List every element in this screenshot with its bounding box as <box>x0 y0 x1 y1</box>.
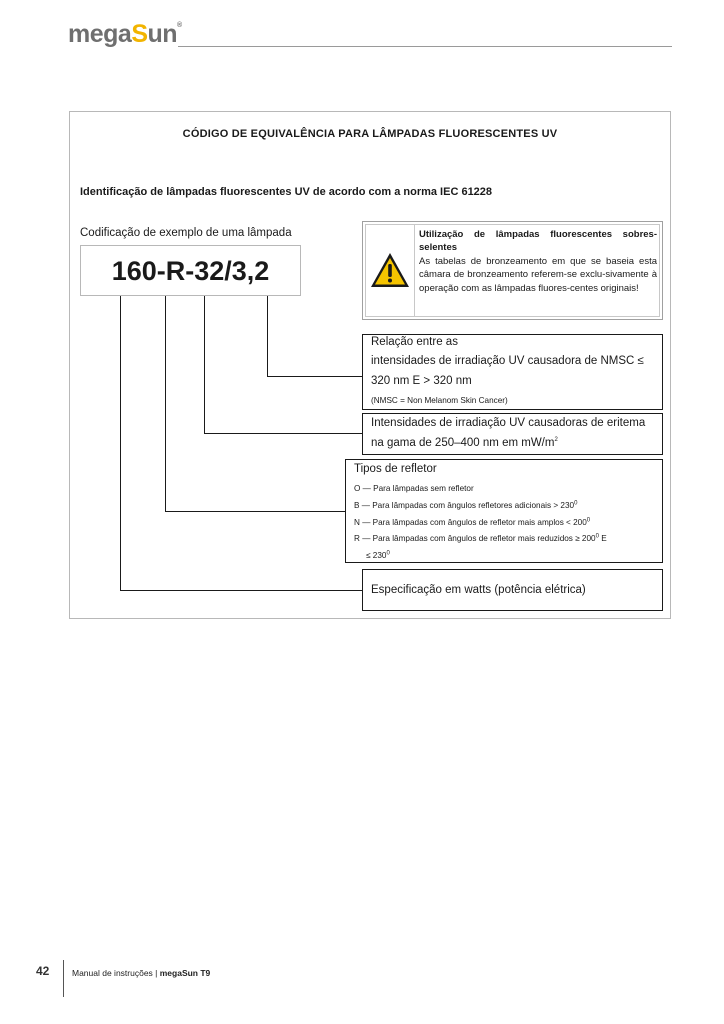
connector-32-vertical <box>267 296 268 377</box>
footer-product: megaSun T9 <box>159 968 211 978</box>
footer-manual: Manual de instruções | <box>72 968 160 978</box>
warning-box <box>362 221 663 320</box>
reflector-n-wrap <box>354 518 590 527</box>
reflector-r-cont-wrap <box>366 551 390 560</box>
ratio-line2: intensidades de irradiação UV causadora de NMSC ≤ <box>371 355 644 367</box>
watts-text: Especificação em watts (potência elétrica) <box>371 584 586 596</box>
warning-inner <box>365 224 660 317</box>
example-code-box: 160-R-32/3,2 <box>80 245 301 296</box>
connector-160-vertical <box>120 296 121 591</box>
ratio-note: (NMSC = Non Melanom Skin Cancer) <box>371 396 508 405</box>
page-title: CÓDIGO DE EQUIVALÊNCIA PARA LÂMPADAS FLUORESCENTES UV <box>182 128 558 140</box>
connector-3-2-horizontal <box>204 433 363 434</box>
connector-160-horizontal <box>120 590 363 591</box>
logo-un: un <box>147 20 178 48</box>
warning-heading: Utilização de lâmpadas fluorescentes sobres-selentes <box>419 229 657 254</box>
section-subtitle: Identificação de lâmpadas fluorescentes UV de acordo com a norma IEC 61228 <box>80 186 493 198</box>
reflector-r: R — Para lâmpadas com ângulos de refletor mais reduzidos ≥ 200 <box>354 534 596 543</box>
reflector-r-wrap <box>354 534 607 543</box>
reflector-r-cont: ≤ 230 <box>366 551 387 560</box>
footer-rule <box>63 960 64 997</box>
reflector-heading: Tipos de refletor <box>354 463 437 475</box>
erythema-box <box>362 413 663 455</box>
connector-r-vertical <box>165 296 166 512</box>
watts-box <box>362 569 663 611</box>
warning-body: As tabelas de bronzeamento em que se baseia esta câmara de bronzeamento referem-se exclu-sivamente à operação com as lâmpadas fluores-centes originais! <box>419 255 657 294</box>
megasun-logo <box>68 20 182 49</box>
logo-mega: mega <box>68 20 132 48</box>
ratio-box <box>362 334 663 410</box>
ratio-line1: Relação entre as <box>371 336 458 348</box>
page-number: 42 <box>36 964 50 978</box>
erythema-sup: 2 <box>554 437 558 444</box>
connector-32-horizontal <box>267 376 363 377</box>
connector-3-2-vertical <box>204 296 205 434</box>
warning-icon-cell <box>366 225 415 316</box>
reflector-r-deg: 0 <box>595 533 599 540</box>
warning-text <box>419 228 657 295</box>
logo-registered-mark: ® <box>177 22 182 29</box>
reflector-b-wrap <box>354 501 577 510</box>
erythema-line1: Intensidades de irradiação UV causadoras de eritema <box>371 417 646 429</box>
reflector-box <box>345 459 663 563</box>
reflector-n-deg: 0 <box>586 517 591 524</box>
ratio-line3: 320 nm E > 320 nm <box>371 375 472 387</box>
header-rule <box>178 46 672 47</box>
reflector-b: B — Para lâmpadas com ângulos refletores adicionais > 230 <box>354 501 575 510</box>
example-label: Codificação de exemplo de uma lâmpada <box>80 227 292 239</box>
reflector-n: N — Para lâmpadas com ângulos de refletor mais amplos < 200 <box>354 518 587 527</box>
warning-triangle-icon <box>369 251 411 289</box>
logo-s: S <box>131 20 148 48</box>
erythema-line2: na gama de 250–400 nm em mW/m <box>371 437 555 449</box>
connector-r-horizontal <box>165 511 346 512</box>
reflector-b-deg: 0 <box>574 500 578 507</box>
reflector-r-cont-deg: 0 <box>386 550 390 557</box>
footer-text <box>72 968 210 978</box>
reflector-r-end: E <box>598 534 607 543</box>
erythema-line2-wrap <box>371 434 558 453</box>
reflector-o: O — Para lâmpadas sem refletor <box>354 484 474 493</box>
